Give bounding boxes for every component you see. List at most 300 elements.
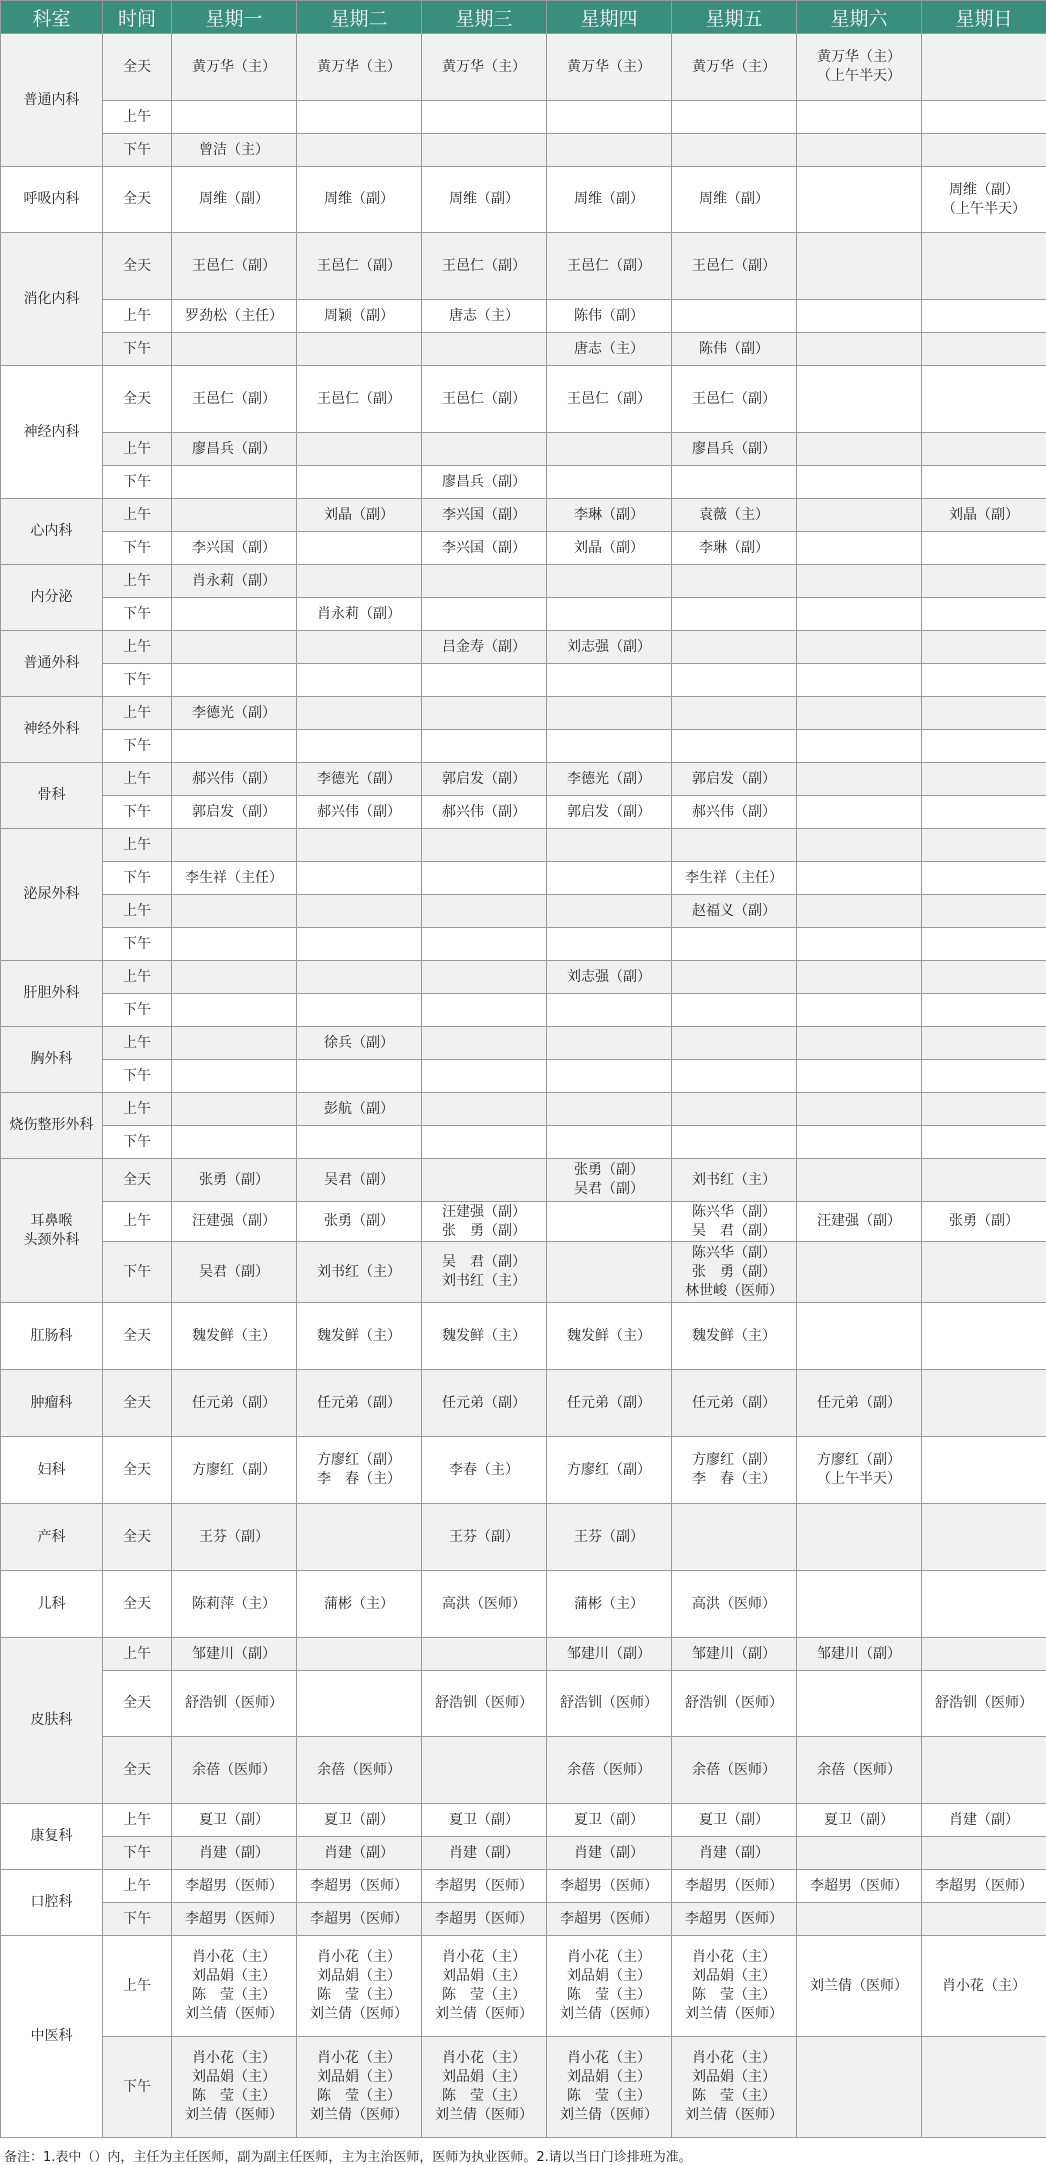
schedule-cell [172,1837,297,1870]
time-cell: 上午 [103,1870,172,1903]
schedule-cell [922,862,1046,895]
doctor-entry: 李超男（医师） [672,1910,796,1929]
schedule-cell [422,1903,547,1936]
schedule-cell [172,1571,297,1638]
doctor-entry: 方廖红（副） [172,1461,296,1480]
schedule-cell [672,1242,797,1303]
schedule-cell [672,994,797,1027]
schedule-cell [797,433,922,466]
doctor-entry: 任元弟（副） [422,1394,546,1413]
schedule-cell [922,1638,1046,1671]
doctor-entry: 刘兰倩（医师） [547,2106,671,2125]
doctor-entry: 刘品娟（主） [547,1967,671,1986]
schedule-cell [797,664,922,697]
doctor-entry: 李超男（医师） [172,1877,296,1896]
doctor-entry: 李超男（医师） [547,1910,671,1929]
schedule-cell [547,1671,672,1737]
schedule-cell [672,664,797,697]
department-cell: 心内科 [1,499,103,565]
schedule-cell [797,994,922,1027]
schedule-cell [797,1437,922,1504]
time-cell: 上午 [103,565,172,598]
doctor-entry: 陈 莹（主） [547,1986,671,2005]
schedule-cell [672,466,797,499]
schedule-cell [547,532,672,565]
doctor-entry: 李超男（医师） [172,1910,296,1929]
schedule-cell [797,101,922,134]
table-row [1,862,1046,895]
schedule-cell [797,1126,922,1159]
time-cell: 下午 [103,1903,172,1936]
table-row [1,134,1046,167]
schedule-cell [172,233,297,300]
doctor-entry: 吴君（副） [172,1263,296,1282]
doctor-entry: 刘品娟（主） [422,2068,546,2087]
schedule-cell [297,300,422,333]
doctor-entry: 刘志强（副） [547,968,671,987]
doctor-entry: 魏发鲜（主） [297,1327,421,1346]
schedule-cell [297,796,422,829]
schedule-cell [797,1804,922,1837]
doctor-entry: 汪建强（副） [422,1203,546,1222]
doctor-entry: 郭启发（副） [422,770,546,789]
doctor-entry: 张 勇（副） [672,1263,796,1282]
schedule-cell [547,697,672,730]
doctor-entry: 舒浩钏（医师） [422,1694,546,1713]
doctor-entry: 肖建（副） [172,1844,296,1863]
doctor-entry: 陈 莹（主） [422,2087,546,2106]
schedule-cell [922,1437,1046,1504]
table-row [1,1027,1046,1060]
schedule-cell [672,1870,797,1903]
schedule-cell [172,167,297,233]
schedule-cell [172,730,297,763]
doctor-entry: 刘品娟（主） [547,2068,671,2087]
department-cell: 口腔科 [1,1870,103,1936]
schedule-cell [672,631,797,664]
doctor-entry: 赵福义（副） [672,902,796,921]
schedule-cell [297,366,422,433]
department-cell: 呼吸内科 [1,167,103,233]
schedule-cell [172,101,297,134]
doctor-entry: 魏发鲜（主） [172,1327,296,1346]
schedule-cell [672,34,797,101]
schedule-cell [172,1159,297,1202]
schedule-cell [547,1870,672,1903]
schedule-cell [797,928,922,961]
schedule-cell [922,466,1046,499]
schedule-cell [547,101,672,134]
doctor-entry: 汪建强（副） [797,1212,921,1231]
schedule-cell [547,1638,672,1671]
time-cell: 上午 [103,1027,172,1060]
department-cell: 中医科 [1,1936,103,2138]
schedule-cell [422,994,547,1027]
schedule-cell [297,101,422,134]
doctor-entry: 刘兰倩（医师） [172,2106,296,2125]
schedule-cell [797,1242,922,1303]
doctor-entry: 陈 莹（主） [672,1986,796,2005]
schedule-cell [547,34,672,101]
time-cell: 下午 [103,862,172,895]
schedule-cell [297,1504,422,1571]
schedule-cell [297,1903,422,1936]
schedule-cell [672,233,797,300]
schedule-cell [547,862,672,895]
doctor-entry: 王邑仁（副） [422,390,546,409]
schedule-cell [422,730,547,763]
doctor-entry: 刘志强（副） [547,638,671,657]
doctor-entry: 余蓓（医师） [297,1761,421,1780]
schedule-cell [672,1437,797,1504]
schedule-cell [922,895,1046,928]
doctor-entry: 郭启发（副） [172,803,296,822]
time-cell: 上午 [103,961,172,994]
schedule-cell [547,2037,672,2138]
doctor-entry: 肖永莉（副） [297,605,421,624]
schedule-cell [172,1737,297,1804]
doctor-entry: 刘兰倩（医师） [422,2005,546,2024]
table-row [1,333,1046,366]
schedule-cell [797,961,922,994]
doctor-entry: 刘晶（副） [547,539,671,558]
doctor-entry: 袁薇（主） [672,506,796,525]
doctor-entry: 魏发鲜（主） [547,1327,671,1346]
doctor-entry: 魏发鲜（主） [422,1327,546,1346]
schedule-cell [172,366,297,433]
schedule-cell [422,1936,547,2037]
schedule-cell [172,2037,297,2138]
schedule-cell [422,1093,547,1126]
schedule-cell [172,994,297,1027]
schedule-cell [672,796,797,829]
schedule-cell [922,433,1046,466]
schedule-cell [797,466,922,499]
table-row [1,1303,1046,1370]
doctor-entry: （上午半天） [797,67,921,86]
doctor-entry: 刘品娟（主） [672,2068,796,2087]
schedule-cell [172,1870,297,1903]
schedule-cell [422,1159,547,1202]
schedule-cell [547,1027,672,1060]
time-cell: 全天 [103,1159,172,1202]
doctor-entry: 夏卫（副） [547,1811,671,1830]
schedule-cell [672,1936,797,2037]
schedule-cell [672,1060,797,1093]
table-row [1,300,1046,333]
schedule-cell [172,862,297,895]
schedule-cell [922,1027,1046,1060]
schedule-cell [547,1303,672,1370]
table-row [1,1903,1046,1936]
time-cell: 下午 [103,598,172,631]
doctor-entry: 刘晶（副） [922,506,1046,525]
department-cell: 肝胆外科 [1,961,103,1027]
schedule-cell [422,1303,547,1370]
schedule-cell [797,1837,922,1870]
doctor-entry: 郝兴伟（副） [172,770,296,789]
doctor-entry: 刘兰倩（医师） [672,2106,796,2125]
schedule-cell [172,1671,297,1737]
time-cell: 全天 [103,34,172,101]
schedule-cell [797,1671,922,1737]
schedule-cell [297,1202,422,1242]
schedule-cell [922,1671,1046,1737]
schedule-cell [172,664,297,697]
schedule-cell [297,532,422,565]
schedule-cell [297,167,422,233]
schedule-cell [297,1671,422,1737]
schedule-cell [422,1837,547,1870]
doctor-entry: 郭启发（副） [672,770,796,789]
doctor-entry: 肖小花（主） [672,2049,796,2068]
department-cell: 骨科 [1,763,103,829]
schedule-cell [172,1242,297,1303]
schedule-cell [297,862,422,895]
doctor-entry: 肖小花（主） [422,2049,546,2068]
doctor-entry: 王邑仁（副） [547,390,671,409]
schedule-cell [172,499,297,532]
department-cell: 耳鼻喉 头颈外科 [1,1159,103,1303]
time-cell: 全天 [103,1671,172,1737]
doctor-entry: 黄万华（主） [797,48,921,67]
header-sunday: 星期日 [922,1,1046,34]
table-row [1,730,1046,763]
doctor-entry: 肖小花（主） [172,2049,296,2068]
table-row [1,1638,1046,1671]
header-thursday: 星期四 [547,1,672,34]
time-cell: 上午 [103,1638,172,1671]
schedule-cell [297,1027,422,1060]
schedule-cell [672,1093,797,1126]
department-cell: 皮肤科 [1,1638,103,1804]
schedule-cell [172,134,297,167]
time-cell: 全天 [103,167,172,233]
schedule-cell [797,862,922,895]
schedule-cell [672,895,797,928]
department-cell: 泌尿外科 [1,829,103,961]
schedule-cell [297,1737,422,1804]
doctor-entry: 方廖红（副） [547,1461,671,1480]
schedule-cell [797,1903,922,1936]
doctor-entry: 刘兰倩（医师） [547,2005,671,2024]
doctor-entry: 李兴国（副） [422,506,546,525]
schedule-cell [547,300,672,333]
schedule-cell [922,1936,1046,2037]
schedule-cell [297,994,422,1027]
table-row [1,598,1046,631]
schedule-cell [297,34,422,101]
doctor-entry: 唐志（主） [547,340,671,359]
schedule-cell [922,1737,1046,1804]
doctor-entry: 吕金寿（副） [422,638,546,657]
doctor-entry: 刘品娟（主） [297,1967,421,1986]
schedule-cell [422,134,547,167]
schedule-cell [672,697,797,730]
doctor-entry: 陈伟（副） [672,340,796,359]
schedule-cell [672,2037,797,2138]
doctor-entry: 汪建强（副） [172,1212,296,1231]
doctor-entry: （上午半天） [797,1470,921,1489]
schedule-cell [922,565,1046,598]
schedule-cell [547,631,672,664]
schedule-cell [797,300,922,333]
schedule-cell [172,961,297,994]
table-row [1,1504,1046,1571]
schedule-cell [922,994,1046,1027]
doctor-entry: 陈 莹（主） [297,2087,421,2106]
schedule-cell [297,1870,422,1903]
schedule-cell [172,1903,297,1936]
schedule-cell [297,1571,422,1638]
table-row [1,697,1046,730]
doctor-entry: 陈兴华（副） [672,1203,796,1222]
header-wednesday: 星期三 [422,1,547,34]
time-cell: 全天 [103,233,172,300]
table-row [1,1837,1046,1870]
schedule-cell [172,1060,297,1093]
schedule-cell [547,1093,672,1126]
schedule-cell [922,961,1046,994]
doctor-entry: 邹建川（副） [547,1645,671,1664]
schedule-cell [172,1303,297,1370]
doctor-entry: 李超男（医师） [672,1877,796,1896]
schedule-cell [797,499,922,532]
doctor-entry: 周维（副） [672,190,796,209]
doctor-entry: 王邑仁（副） [297,390,421,409]
doctor-entry: 罗劲松（主任） [172,307,296,326]
doctor-entry: 陈 莹（主） [672,2087,796,2106]
schedule-cell [422,631,547,664]
time-cell: 下午 [103,466,172,499]
department-cell: 神经外科 [1,697,103,763]
department-cell: 普通内科 [1,34,103,167]
table-row [1,763,1046,796]
schedule-cell [172,1936,297,2037]
doctor-entry: 刘品娟（主） [422,1967,546,1986]
doctor-entry: 邹建川（副） [672,1645,796,1664]
schedule-cell [172,631,297,664]
schedule-cell [547,961,672,994]
schedule-cell [672,763,797,796]
schedule-cell [672,532,797,565]
doctor-entry: 黄万华（主） [172,58,296,77]
schedule-cell [297,1638,422,1671]
schedule-cell [672,499,797,532]
schedule-cell [297,1370,422,1437]
doctor-entry: 肖小花（主） [672,1948,796,1967]
department-cell: 普通外科 [1,631,103,697]
doctor-entry: 李超男（医师） [422,1910,546,1929]
schedule-cell [797,1504,922,1571]
doctor-entry: 陈 莹（主） [297,1986,421,2005]
schedule-cell [672,928,797,961]
doctor-entry: 刘晶（副） [297,506,421,525]
schedule-cell [547,1242,672,1303]
doctor-entry: 余蓓（医师） [672,1761,796,1780]
doctor-entry: 刘书红（主） [672,1171,796,1190]
department-cell: 消化内科 [1,233,103,366]
table-row [1,961,1046,994]
doctor-entry: 郝兴伟（副） [672,803,796,822]
schedule-cell [672,1837,797,1870]
schedule-cell [547,664,672,697]
time-cell: 下午 [103,928,172,961]
schedule-cell [547,333,672,366]
table-row [1,1571,1046,1638]
doctor-entry: 肖小花（主） [172,1948,296,1967]
time-cell: 全天 [103,1370,172,1437]
schedule-cell [922,1571,1046,1638]
doctor-entry: 林世峻（医师） [672,1282,796,1301]
doctor-entry: 张勇（副） [297,1212,421,1231]
schedule-cell [922,1060,1046,1093]
schedule-cell [547,598,672,631]
schedule-cell [172,466,297,499]
schedule-cell [422,895,547,928]
schedule-cell [422,1737,547,1804]
doctor-entry: 李兴国（副） [172,539,296,558]
schedule-cell [672,366,797,433]
time-cell: 上午 [103,433,172,466]
schedule-cell [172,1437,297,1504]
schedule-cell [547,763,672,796]
schedule-cell [922,796,1046,829]
doctor-entry: 任元弟（副） [672,1394,796,1413]
table-row [1,366,1046,433]
schedule-cell [422,697,547,730]
time-cell: 全天 [103,1737,172,1804]
schedule-cell [172,333,297,366]
schedule-cell [172,532,297,565]
time-cell: 全天 [103,1303,172,1370]
schedule-cell [172,1504,297,1571]
schedule-cell [172,796,297,829]
schedule-cell [922,134,1046,167]
doctor-entry: 吴君（副） [547,1180,671,1199]
header-monday: 星期一 [172,1,297,34]
schedule-cell [547,233,672,300]
doctor-entry: 余蓓（医师） [797,1761,921,1780]
schedule-cell [797,598,922,631]
schedule-cell [547,895,672,928]
schedule-cell [922,697,1046,730]
schedule-cell [797,2037,922,2138]
doctor-entry: 李生祥（主任） [672,869,796,888]
schedule-cell [797,1060,922,1093]
doctor-entry: 方廖红（副） [797,1451,921,1470]
doctor-entry: 刘兰倩（医师） [797,1977,921,1996]
schedule-cell [922,34,1046,101]
doctor-entry: 廖昌兵（副） [172,440,296,459]
schedule-cell [672,101,797,134]
schedule-cell [422,928,547,961]
doctor-entry: 李 春（主） [297,1470,421,1489]
table-row [1,1870,1046,1903]
doctor-entry: 陈伟（副） [547,307,671,326]
schedule-cell [547,167,672,233]
doctor-entry: 廖昌兵（副） [422,473,546,492]
schedule-cell [172,1804,297,1837]
schedule-cell [172,1027,297,1060]
schedule-cell [547,1837,672,1870]
doctor-entry: 肖小花（主） [297,1948,421,1967]
doctor-entry: 张勇（副） [547,1161,671,1180]
doctor-entry: 肖小花（主） [547,1948,671,1967]
table-row [1,233,1046,300]
schedule-cell [172,433,297,466]
schedule-cell [172,895,297,928]
